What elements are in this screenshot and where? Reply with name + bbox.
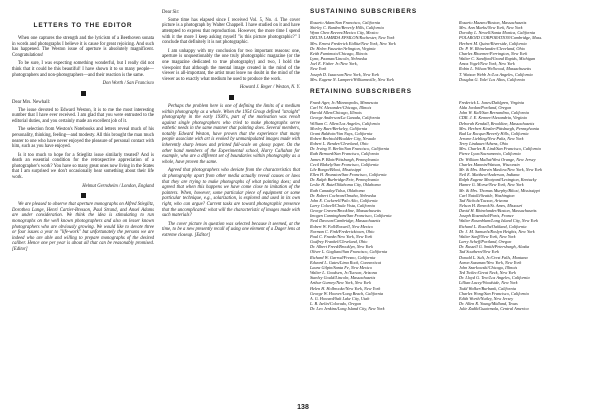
subscriber-entry: Larry Scheff/Portland, Oregon — [459, 239, 512, 245]
subscriber-entry: Mrs. Herbert Kinzler/Pittsburgh, Pennsylvania — [459, 125, 539, 131]
subscriber-entry: POLAROID CORPORATION/Cambridge, Mass. — [459, 35, 543, 41]
subscriber-entry: Joel E. Fisher Jr./New York, — [310, 61, 358, 67]
subscriber-entry: John Szarkowski/Chicago, Illinois — [459, 264, 518, 270]
subscriber-entry: Ellen H. Brunston/San Francisco, California — [310, 172, 387, 178]
sustaining-heading: SUSTAINING SUBSCRIBERS — [310, 8, 418, 15]
section-separator — [81, 193, 86, 198]
letter-salutation: Dear Mrs. Newhall: — [12, 99, 51, 105]
letters-heading: LETTERS TO THE EDITOR — [33, 22, 133, 29]
subscriber-entry: Keith Fumimoto/Chicago, Illinois — [310, 50, 368, 56]
subscriber-entry: Robert W. Fall/Roswell, New Mexico — [310, 223, 373, 229]
subscriber-entry: Larry Colwell/Chula Vista, California — [310, 203, 375, 208]
subscriber-entry: Joseph D. Isaacson/New York, New York — [310, 71, 379, 77]
subscriber-entry: Rosario Adam/San Francisco, California — [310, 20, 381, 25]
subscriber-entry: Rosario Mazzeo/Boston, Massachusetts — [459, 20, 527, 25]
subscriber-entry: Walter Saeff/New York, New York — [459, 233, 516, 239]
letter-signature: Helmut Gernsheim / London, England — [82, 183, 154, 189]
subscriber-entry: Oliver L. Gagliani/San Francisco, California — [310, 249, 388, 255]
subscriber-entry: DELTA LAMBDA EPSILON/Rochester, New York — [310, 35, 395, 41]
subscriber-entry: Dr. P. W. Rhinelander/Cleveland, Ohio — [459, 45, 525, 51]
editor-reply-paragraph: The cover picture in question was selected because it seemed, at the time, to be a new presently recall of using one element of a Dager lens at extreme closeup. [Editor] — [162, 221, 300, 238]
subscriber-entry: Deborah Kendall, Brookline, Massachusetts — [459, 120, 535, 126]
subscriber-entry: Herbert M. Quine/Riverside, California — [459, 40, 527, 46]
page-number: 138 — [297, 404, 309, 411]
subscriber-entry: Dr. Helen Fausette/Arlington, Virginia — [310, 45, 376, 51]
subscriber-entry: Donald L. Sult, Jr./Crest Falls, Montana — [459, 254, 528, 260]
subscriber-entry: William C. Allen/Los Angeles, California — [310, 120, 380, 126]
subscriber-entry: Julie Zadik/Guatemala, Central America — [459, 306, 529, 312]
subscriber-entry: Godfrey Frankel/Cleveland, Ohio — [310, 239, 368, 245]
subscriber-entry: Cecil Blakely/San Francisco, California — [310, 161, 379, 167]
letter-salutation: Dear Sir: — [162, 10, 180, 15]
subscriber-entry: David H. Rhinelander/Boston, Massachusetts — [459, 208, 537, 214]
subscriber-entry: Hamre G. Morse/New York, New York — [459, 182, 524, 188]
subscriber-entry: Dr. Russell G. Smith/Petersburgh, Alaska — [459, 244, 530, 250]
letters-body-left — [12, 36, 154, 253]
letter-paragraph: To be sure, I was expecting something wonderful, but I really did not think that it could be this beautiful! I have shown it to so many people—photographers and non-photographers—and their reaction is the same. — [12, 61, 154, 78]
subscriber-entry: Frank Ager, Jr./Minneapolis, Minnesota — [310, 99, 378, 105]
subscriber-entry: Walter C. Sandford/Grand Rapids, Michigan — [459, 56, 536, 62]
letter-paragraph: The selection from Weston's Notebooks and letters reveal much of his personality, thinking, feeling—and modesty. All this brought the man much nearer to one who have never enjoyed the pleasure of personal contact with him, such as you have enjoyed. — [12, 127, 154, 150]
subscriber-entry: Charles Wong/San Francisco, California — [459, 290, 529, 296]
letter-paragraph: Some time has elapsed since I received Vol. 5, No. 4. The cover picture is a photograph by Walter Chappell. I have studied on it and have attempted to express that reproduction. However, the more time I spend with it the more I keep asking myself "is this picture photographic?" I conclude that definitely it is not photographic. — [162, 17, 300, 46]
subscriber-entry: Mrs. Ann Marks/New York, New York — [459, 25, 523, 31]
subscriber-entry: Tad Southern/New York — [459, 249, 500, 255]
subscriber-entry: Todd Walker/Burbank, California — [459, 285, 516, 291]
subscriber-entry: L. B. Iselin/Colorado, Oregon — [310, 300, 362, 306]
subscriber-entry: CDR. J. E. Kenner/Alexandria, Virginia — [459, 115, 527, 121]
subscriber-entry: Lillian Lacey/Woodside, New York — [459, 280, 518, 286]
subscriber-entry: Lile Bongo/Biloxi, Mississippi — [310, 166, 362, 172]
subscriber-entry: Dr. J. M. Samuels/Roslyn Heights, New York — [459, 228, 535, 234]
subscriber-entry: Richard L. Rosella/Oakland, California — [459, 223, 527, 229]
editor-reply-paragraph: Perhaps the problem here is one of defining the limits of a medium within photography as a whole. When the 1954 Group defined "straight" photography in the early 1930's, part of the motivation was revolt against single photographers who tried to make photographs serve esthetic needs in the same manner that painting does. Several members, notably Edward Weston, have proven that the experience that many people associate with art is evoked by unmanipulated images made with inherently sharp lenses and printed full-scale on glossy paper. On the other hand members of the Experimental school, Harry Callahan for example, who are a different set of boundaries within photography as a whole, have proven the same. — [162, 103, 300, 165]
subscriber-entry: Ruth Bernard/San Francisco, California — [310, 151, 379, 157]
subscriber-entry: John E. Cockerell/Palo Alto, California — [310, 197, 378, 203]
subscriber-entry: Edward L. Gates/Lima Rock, Connecticut — [310, 259, 381, 265]
editor-reply-paragraph: Agreed that photographers who deviate from the characteristics that sit photography apart from other media actually reveal causes or laws that they are trying to make photographs of what painting does; and agreed that when this happens we have come close to imitation of the painters. When, however, some particular piece of equipment or some particular technique, e.g., solarization, is explored and used in its own right, who can argue? Current tasks are toward photographic presence that the uncomplicated: what will the characteristic of images made with such materials? — [162, 168, 300, 219]
subscriber-entry: Norman C. Fink/Fredericktown, Ohio — [310, 228, 375, 234]
subscriber-entry: Stanley Gould/Lincoln, Massachusetts — [310, 275, 376, 281]
subscriber-entry: George W. Hoover/Long Beach, California — [310, 290, 384, 296]
subscriber-entry: New York — [310, 66, 327, 72]
letters-body-middle — [162, 10, 300, 239]
subscriber-entry: Dr. Robert Cochran/Omaha, Nebraska — [310, 192, 376, 198]
subscriber-entry: Dr. Allen R. Young/Midland, Texas — [459, 300, 518, 306]
subscriber-entry: Arthur Gurney/New York, New York — [310, 280, 371, 286]
subscriber-entry: Carl W. Alexander/Chicago, Illinois — [310, 105, 372, 111]
subscriber-entry: Neil E. Matthew/Anderson, Indiana — [459, 172, 520, 178]
letter-paragraph: Is it too much to hope for a Stieglitz issue similarly treated? And is death an essential condition for the retrospective appreciation of a photographer's work? You have so many great ones now living in the States that I am surprised we don't occasionally hear something about their life work. — [12, 152, 154, 181]
subscriber-entry: Ruth Canaday/Tulsa, Oklahoma — [310, 187, 365, 193]
editor-reply-paragraph: We are pleased to observe that aperture monographs on Alfred Stieglitz, Dorothea Lange, Henri Cartier-Bresson, Paul Strand, and Ansel Adams are under consideration. We think the idea is stimulating to run monographs on the well known photographers and also on lesser known photographers who are obviously growing. We would like to devote three or four issues a year to "life-work" but unfortunately the persons we are indeed who are able and willing to prepare monographs of the desired caliber. Hence one per year is about all that can be reasonably promised. [Editor] — [12, 202, 154, 253]
retaining-list-left — [310, 100, 449, 311]
retaining-list-right — [459, 100, 598, 311]
subscriber-entry: Nelson H. Reneck/St. Ames, Missouri — [459, 203, 523, 208]
subscriber-entry: Carl Natolli/Seattle, Washington — [459, 192, 515, 198]
subscriber-entry: Mrs. Ernest Frederick Eidlitz/New York, New York — [310, 40, 396, 46]
section-separator — [229, 95, 234, 100]
subscriber-entry: Edith Worth/Nutley, New Jersey — [459, 295, 514, 301]
subscriber-entry: Helen H. Holbrooke/New York, New York — [310, 285, 381, 291]
subscriber-entry: Dr. Lloyd G. Tew/Los Angeles, California — [459, 275, 530, 281]
subscriber-entry: Richard W. Garrod/Fresno, California — [310, 254, 376, 260]
subscriber-entry: Shirley C. Burden/Beverly Hills, California — [310, 25, 384, 31]
subscriber-entry: Charles Rhoemer/Ferrington, New York — [459, 50, 528, 56]
subscriber-entry: Dr. William Mallat/West Orange, New Jersey — [459, 156, 536, 162]
subscriber-entry: Imogen Cunningham/San Francisco, California — [310, 213, 392, 219]
letter-paragraph: I am unhappy with my conclusion for two important reasons: one, aperture is unquestionably the one truly photographic magazine (or the one magazine dedicated to true photography) and two, I hold the viewpoint that although the mental image created in the mind of the viewer is all-important, the artist must leave no doubt in the mind of the viewer as to exactly what medium he used to produce the work. — [162, 48, 300, 82]
subscriber-entry: T. Watson Webb Jr./Los Angeles, California — [459, 71, 533, 77]
subscriber-entry: Tad Nichols/Tucson, Arizona — [459, 197, 509, 203]
subscriber-entry: Dorothy L. Newell/Santa Monica, California — [459, 30, 536, 36]
subscriber-entry: Robert L. Bender/Cleveland, Ohio — [310, 141, 369, 147]
subscriber-entry: Mr. & Mrs. Thomas Murphy/Biloxi, Mississippi — [459, 187, 540, 193]
subscriber-entry: Charles Mannin/Watson, Wisconsin — [459, 161, 520, 167]
subscriber-entry: Leslie H. Butz/Oklahoma City, Oklahoma — [310, 182, 381, 188]
sustaining-list — [310, 20, 598, 82]
retaining-list — [310, 100, 598, 311]
subscriber-entry: A. G. Howard/Salt Lake City, Utah — [310, 295, 370, 301]
subscriber-entry: Ted Twilec/Great Neck, New York — [459, 270, 516, 276]
subscriber-entry: Paul C. Franke/New York, New York — [310, 233, 373, 239]
retaining-heading: RETAINING SUBSCRIBERS — [310, 87, 412, 95]
subscriber-entry: Dr. Leo Jenkins/Long Island City, New York — [310, 306, 385, 312]
subscriber-entry: Robert Bechtold/Boulder City, Nevada — [310, 135, 376, 141]
subscriber-entry: Jerome Liebling/New Paltz, New York — [459, 135, 524, 141]
subscriber-entry: George Anderson/La Canada, California — [310, 115, 380, 121]
subscriber-entry: Alda Jordan/Portland, Oregon — [459, 105, 512, 111]
subscriber-entry: Neal Dawson/Cambridge, Massachusetts — [310, 218, 381, 224]
subscriber-entry: Bud La Rocque/Beverly Hills, California — [459, 130, 529, 136]
subscriber-entry: James P. Blair/Pittsburgh, Pennsylvania — [310, 156, 379, 162]
subscriber-entry: Lynn, Paxman/Lincoln, Nebraska — [310, 56, 368, 62]
subscriber-entry: Pierce Lyon/Sacramento, California — [459, 151, 521, 157]
subscriber-entry: Ralph Eugene Meatyard/Lexington, Kentucky — [459, 177, 537, 183]
subscriber-entry: Dr. Albert Freed/Brooklyn, New York — [310, 244, 373, 250]
subscriber-entry: Wynn Chen Reeves/Mexico City, Mexico — [310, 30, 379, 36]
subscriber-entry: Walter Rosenblum/Long Island City, New York — [459, 218, 539, 224]
subscriber-entry: Aaron Sussman/New York, New York — [459, 259, 522, 265]
subscriber-entry: Amos Vogel/New York, New York — [459, 61, 515, 67]
subscriber-entry: Laura Gilpin/Santa Fe, New Mexico — [310, 264, 372, 270]
subscriber-entry: Robin L. Wilson/Wellwood, Massachusetts — [459, 66, 531, 72]
subscribers-column — [310, 8, 598, 317]
subscriber-entry: George Craven/Brookline, Massachusetts — [310, 208, 381, 214]
sustaining-list-left — [310, 20, 449, 82]
subscriber-entry: Douglas G. Yale/ Los Altos, California — [459, 76, 525, 82]
letter-signature: Howard J. Reger / Weston, N. Y. — [239, 85, 300, 91]
subscriber-entry: John W. Kall/San Bernardino, California — [459, 110, 529, 116]
sustaining-list-right — [459, 20, 598, 82]
subscriber-entry: Dr. Irving N. Berlin/San Francisco, California — [310, 146, 390, 152]
subscriber-entry: Grant Baldwin/Van Nuys, California — [310, 130, 373, 136]
subscriber-entry: Mrs. Charles B. Lind/San Francisco, California — [459, 146, 541, 152]
subscriber-entry: Dr. Ralph Burbridge/Erie, Pennsylvania — [310, 177, 379, 183]
letter-paragraph: The issue devoted to Edward Weston, it is to me the most interesting number that I have ever received. I am glad that you were entrusted to the editorial duties, and you certainly made an excellent job of it. — [12, 107, 154, 124]
subscriber-entry: Morley Baer/Berkeley, California — [310, 125, 368, 131]
letter-paragraph: When one captures the strength and the lyricism of a Beethoven sonata in words and photographs I believe it is cause for great rejoicing. And such has happened. The Weston issue of aperture is absolutely magnificent. Congratulations! — [12, 36, 154, 58]
letter-signature: Don Worth / San Francisco — [102, 81, 154, 87]
subscriber-entry: Harold Allen/Chicago, Illinois — [310, 110, 362, 116]
subscriber-entry: Mrs. Eugene N. Lampert/Williamsville, New York — [310, 76, 394, 82]
subscriber-entry: Frederick L. Jones/Dahlgren, Virginia — [459, 99, 524, 105]
section-separator — [81, 91, 86, 96]
subscriber-entry: Joseph Rosenthal/Paris, France — [459, 213, 514, 219]
letters-column-middle — [162, 8, 300, 242]
subscriber-entry: Walter L. Goodsen, Jr./Tucson, Arizona — [310, 270, 377, 276]
letters-column-left — [12, 8, 154, 256]
subscriber-entry: Terry Lindauer/Athens, Ohio — [459, 141, 509, 147]
subscriber-entry: Mr. & Mrs. Marvin Maslow/New York, New York — [459, 166, 543, 172]
